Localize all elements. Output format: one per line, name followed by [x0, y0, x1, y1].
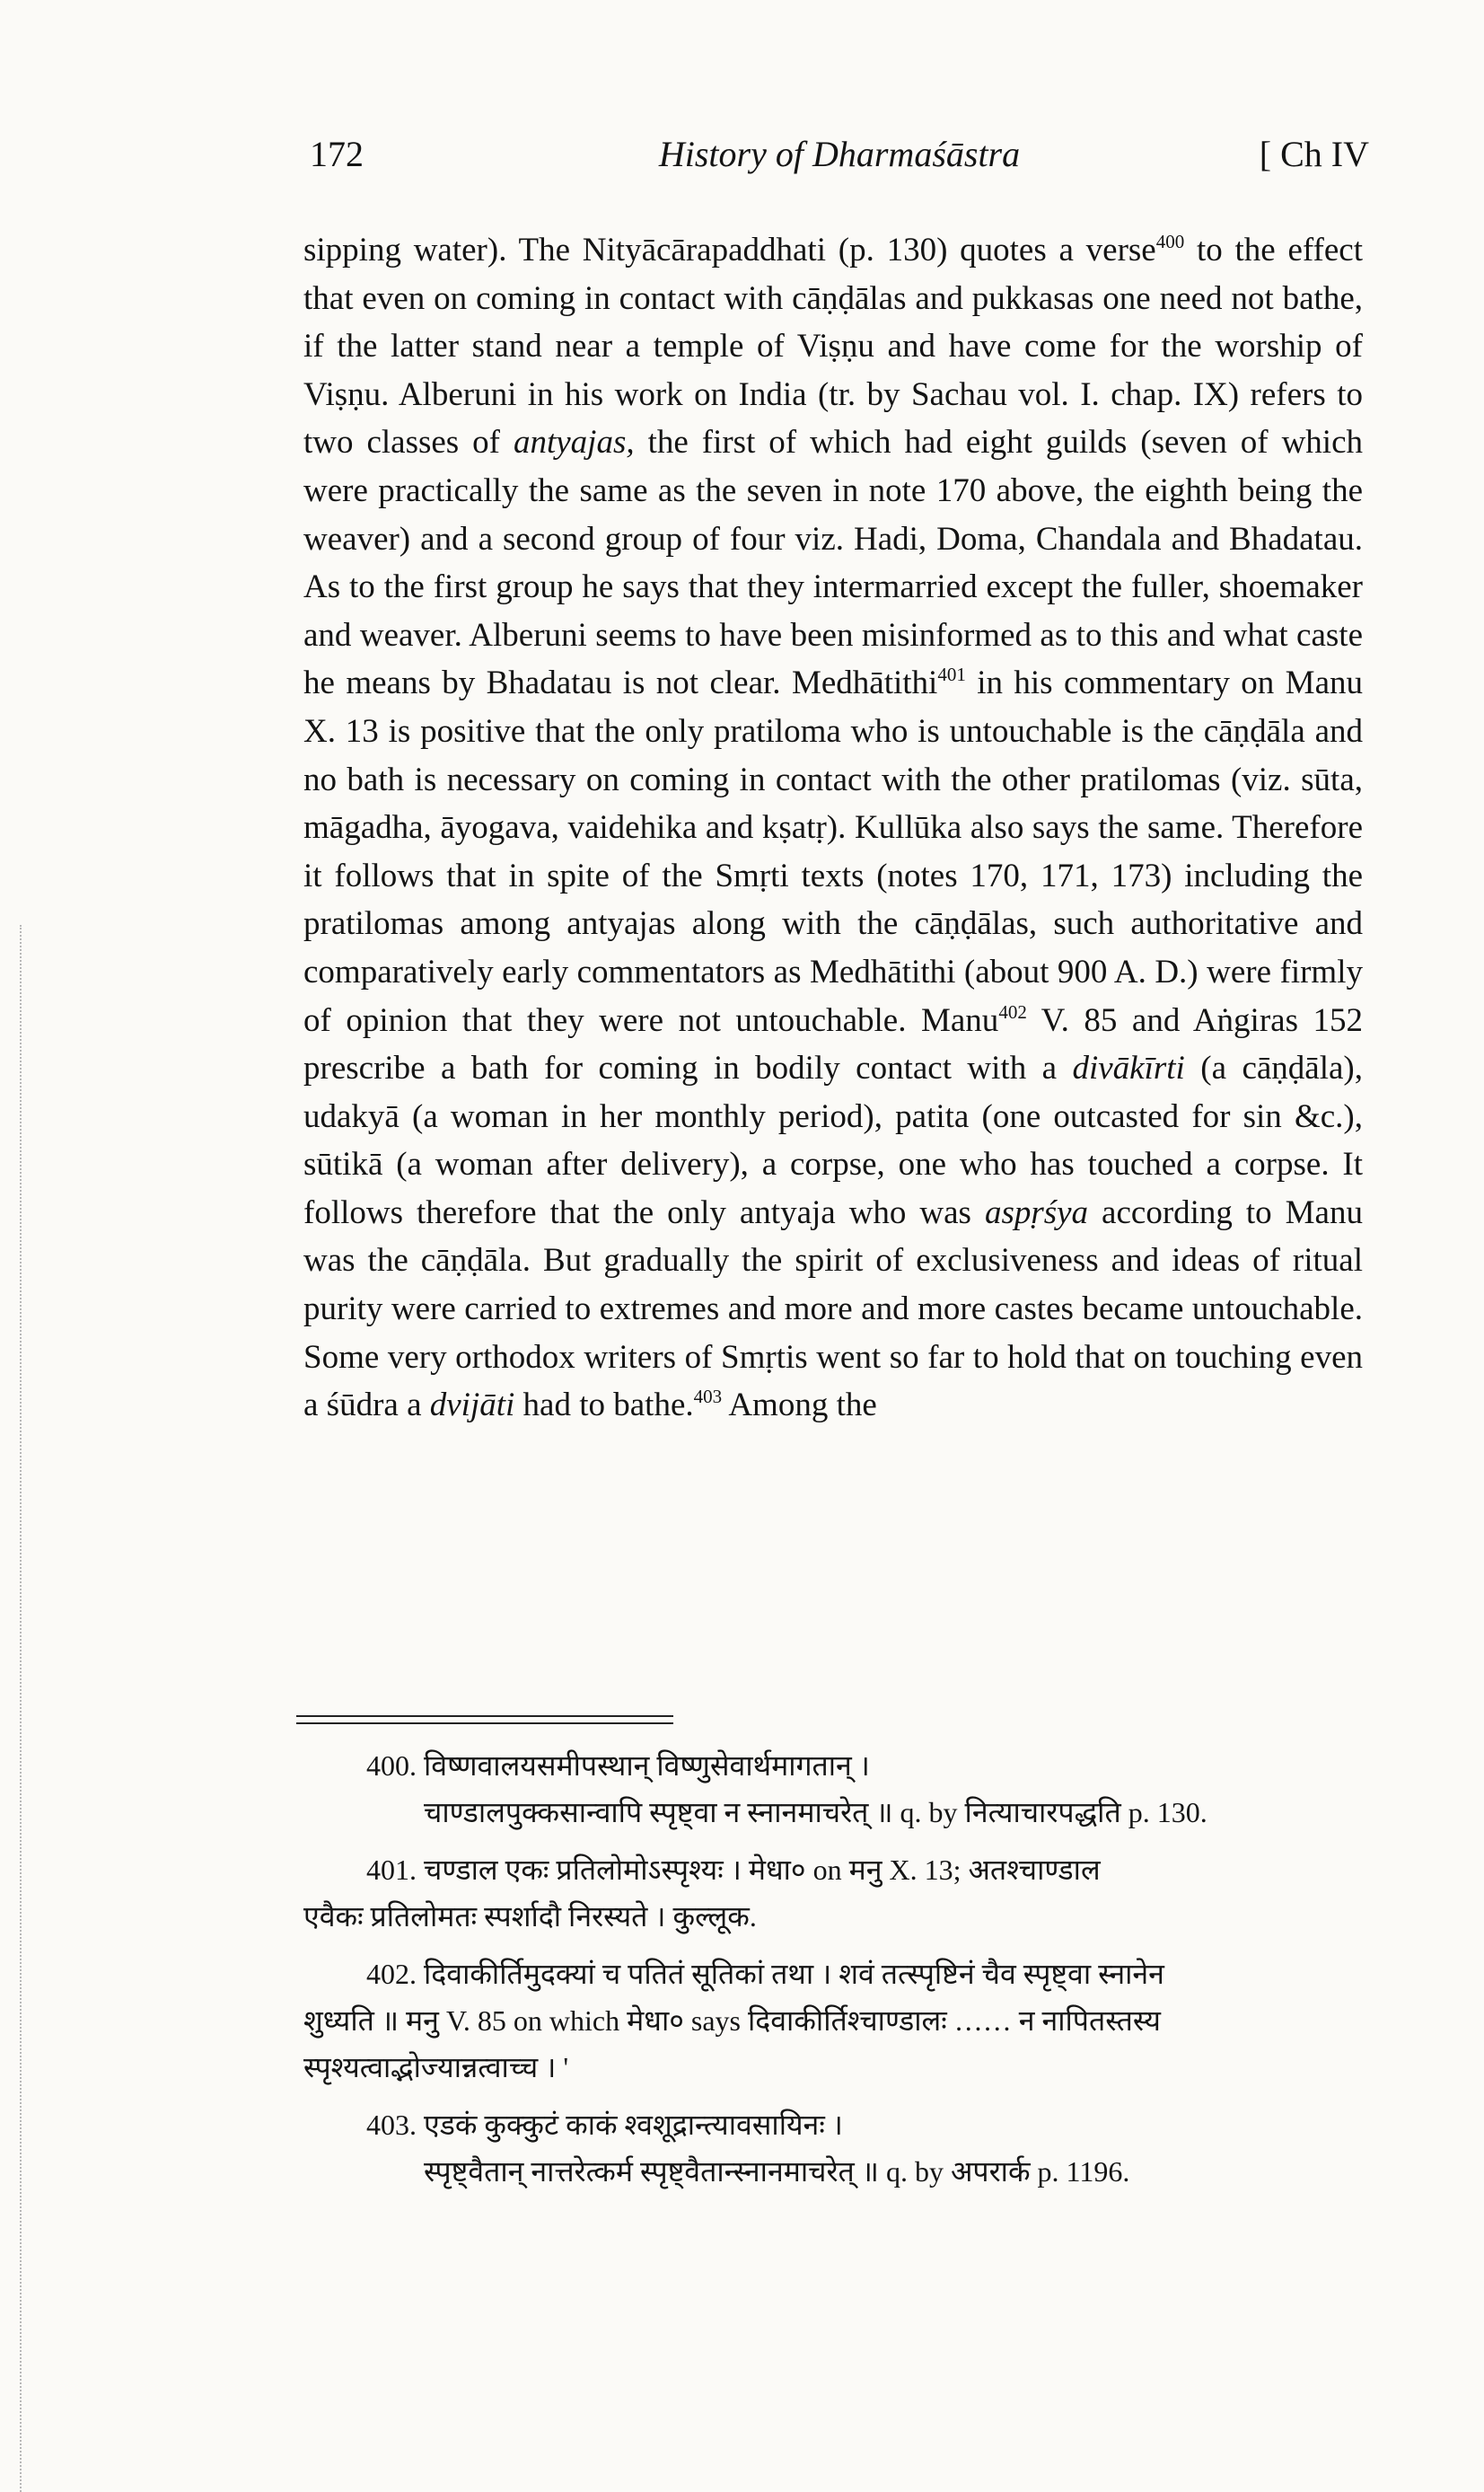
- term-divakirti: divākīrti: [1072, 1050, 1185, 1087]
- page-edge-line: [20, 925, 22, 2492]
- footnote-rule-bottom: [296, 1722, 673, 1724]
- footnote-ref-402[interactable]: 402: [998, 1000, 1027, 1023]
- term-asprsya: aspṛśya: [984, 1193, 1089, 1231]
- footnote-line: दिवाकीर्तिमुदक्यां च पतितं सूतिकां तथा । शवं तत्स्पृष्टिनं चैव स्पृष्ट्वा स्नानेन: [424, 1958, 1164, 1990]
- body-text-6: (a cāṇḍāla), udakyā (a woman in her monthly period), patita (one outcasted for sin &c.), sūtikā (a woman after delivery), a corpse, one who has touched a corpse. It follows therefore that the only antyaja who was: [303, 1050, 1363, 1231]
- footnote-number: 402.: [366, 1958, 417, 1990]
- body-text-7: according to Manu was the cāṇḍāla. But gradually the spirit of exclusiveness and ideas of ritual purity were carried to extremes and more and more castes became untouchable. Some very orthodox writers of Smṛtis went so far to hold that on touching even a śūdra a: [303, 1193, 1363, 1424]
- body-paragraph: [303, 226, 1363, 1430]
- footnote-ref-401[interactable]: 401: [937, 664, 966, 686]
- term-antyajas: antyajas,: [513, 424, 635, 462]
- chapter-label: [ Ch IV: [1259, 134, 1369, 174]
- footnote-line: स्पृश्यत्वाद्भोज्यान्नत्वाच्च । ': [303, 2051, 569, 2083]
- footnote-line: स्पृष्ट्वैतान् नात्तरेत्कर्म स्पृष्ट्वैतान्स्नानमाचरेत् ॥ q. by अपरार्क p. 1196.: [424, 2155, 1130, 2188]
- footnote-number: 403.: [366, 2109, 417, 2141]
- body-text-8: had to bathe.: [514, 1387, 694, 1424]
- footnote-line: चण्डाल एकः प्रतिलोमोऽस्पृश्यः । मेधा० on मनु X. 13; अतश्चाण्डाल: [424, 1854, 1101, 1886]
- term-dvijati: dvijāti: [429, 1387, 515, 1424]
- body-text-1: sipping water). The Nityācārapaddhati (p. 130) quotes a verse: [303, 232, 1156, 269]
- body-text-5: V. 85 and Aṅgiras 152 prescribe a bath for coming in bodily contact with a: [303, 1001, 1363, 1087]
- footnote-line: चाण्डालपुक्कसान्वापि स्पृष्ट्वा न स्नानमाचरेत् ॥ q. by नित्याचारपद्धति p. 130.: [424, 1796, 1207, 1828]
- footnote-number: 400.: [366, 1749, 417, 1782]
- footnote-rule-top: [296, 1715, 673, 1717]
- footnote-line: एवैकः प्रतिलोमतः स्पर्शादौ निरस्यते । कुल्लूक.: [303, 1900, 757, 1933]
- page-number: 172: [310, 134, 364, 174]
- body-text-3: the first of which had eight guilds (seven of which were practically the same as the seven in note 170 above, the eighth being the weaver) and a second group of four viz. Hadi, Doma, Chandala and Bhadatau. As to the first group he says that they intermarried except the fuller, shoemaker and weaver. Alberuni seems to have been misinformed as to this and what caste he means by Bhadatau is not clear. Medhātithi: [303, 424, 1363, 702]
- footnote-401: [303, 1846, 1363, 1940]
- running-title: History of Dharmaśāstra: [658, 134, 1021, 174]
- running-header: [310, 133, 1369, 187]
- footnote-402: [303, 1950, 1363, 2091]
- body-text-9: Among the: [722, 1387, 877, 1424]
- footnote-ref-400[interactable]: 400: [1155, 231, 1185, 252]
- footnote-line: एडकं कुक्कुटं काकं श्वशूद्रान्त्यावसायिनः ।: [424, 2109, 843, 2141]
- body-text-4: in his commentary on Manu X. 13 is positive that the only pratiloma who is untouchable is the cāṇḍāla and no bath is necessary on coming in contact with the other pratilomas (viz. sūta, māgadha, āyogava, vaidehika and kṣatṛ). Kullūka also says the same. Therefore it follows that in spite of the Smṛti texts (notes 170, 171, 173) including the pratilomas among antyajas along with the cāṇḍālas, such authoritative and comparatively early commentators as Medhātithi (about 900 A. D.) were firmly of opinion that they were not untouchable. Manu: [303, 665, 1363, 1039]
- footnote-number: 401.: [366, 1854, 417, 1886]
- footnote-line: शुध्यति ॥ मनु V. 85 on which मेधा० says दिवाकीर्तिश्चाण्डालः …… न नापितस्तस्य: [303, 2004, 1161, 2037]
- body-text-2: to the effect that even on coming in contact with cāṇḍālas and pukkasas one need not bathe, if the latter stand near a temple of Viṣṇu and have come for the worship of Viṣṇu. Alberuni in his work on India (tr. by Sachau vol. I. chap. IX) refers to two classes of: [303, 232, 1363, 462]
- footnote-403: [303, 2101, 1363, 2195]
- footnote-400: [303, 1742, 1363, 1836]
- footnotes: [303, 1742, 1363, 2206]
- footnote-ref-403[interactable]: 403: [693, 1386, 723, 1408]
- footnote-line: विष्णवालयसमीपस्थान् विष्णुसेवार्थमागतान् ।: [424, 1749, 870, 1782]
